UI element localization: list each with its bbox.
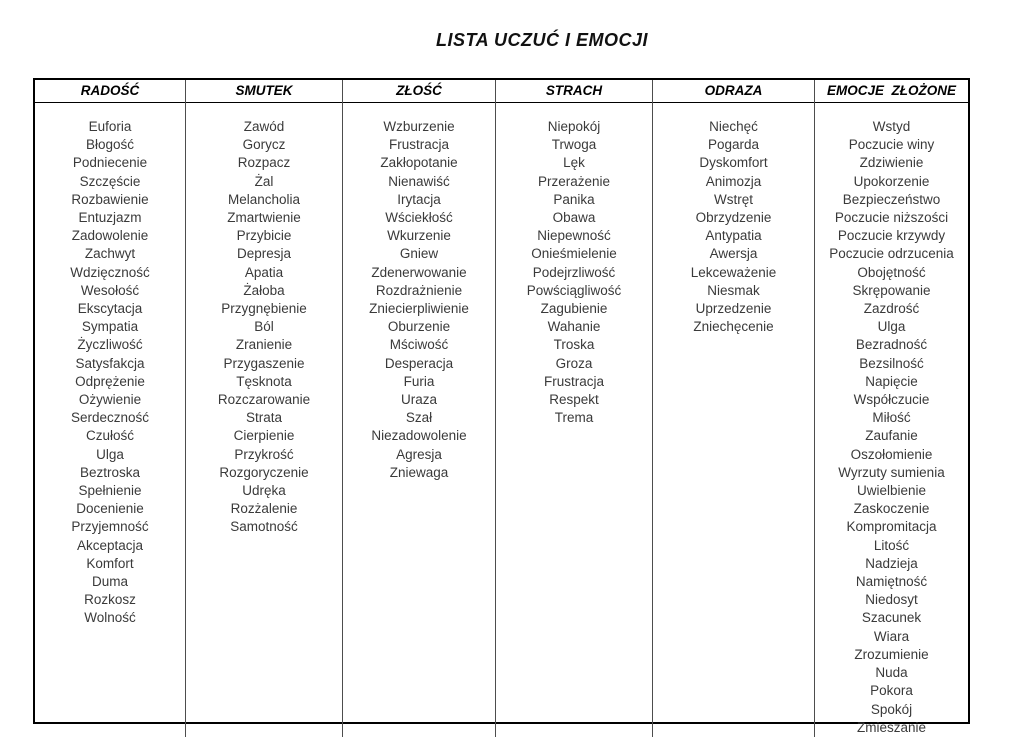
emotion-item: Życzliwość [77,337,143,353]
emotion-item: Oburzenie [387,319,451,335]
emotion-item: Frustracja [388,137,449,153]
emotion-item: Docenienie [76,501,144,517]
emotion-item: Pogarda [707,137,760,153]
emotion-item: Zachwyt [84,246,136,262]
emotion-item: Wiara [873,628,910,644]
emotion-item: Cierpienie [233,428,295,444]
emotion-item: Poczucie niższości [834,210,949,226]
emotion-item: Zaufanie [865,428,918,444]
emotion-item: Spokój [870,701,913,717]
emotion-item: Upokorzenie [853,173,930,189]
emotion-item: Awersja [709,246,758,262]
emotion-item: Beztroska [79,464,141,480]
emotion-item: Dyskomfort [699,155,768,171]
emotion-item: Gorycz [242,137,286,153]
emotion-item: Bezpieczeństwo [842,191,941,207]
emotion-item: Rozgoryczenie [219,464,309,480]
emotion-item: Irytacja [397,191,441,207]
emotion-column [495,80,652,737]
emotion-item: Powściągliwość [526,282,622,298]
emotion-item: Lekceważenie [690,264,777,280]
emotion-item: Obrzydzenie [695,210,772,226]
emotion-item: Rozpacz [237,155,291,171]
emotion-item: Żal [254,173,274,189]
emotion-item: Nienawiść [388,173,450,189]
emotion-item: Nadzieja [865,555,918,571]
emotion-item: Trema [554,410,594,426]
emotion-item: Wolność [84,610,136,626]
emotion-item: Nuda [875,665,908,681]
emotion-item: Ulga [96,446,124,462]
emotion-item: Zazdrość [863,301,920,317]
emotion-item: Lęk [563,155,585,171]
emotion-item: Podniecenie [72,155,148,171]
emotion-item: Respekt [549,392,599,408]
emotion-item: Przygaszenie [223,355,305,371]
emotion-item: Wesołość [80,282,140,298]
emotion-item: Zmieszanie [856,719,927,735]
emotion-item: Przygnębienie [221,301,307,317]
emotion-item: Komfort [86,555,134,571]
column-header: SMUTEK [186,80,342,103]
emotion-item: Melancholia [227,191,301,207]
emotion-item: Niechęć [709,119,758,134]
emotion-item: Zawód [243,119,285,134]
column-body [653,103,814,737]
emotion-item: Bezsilność [859,355,924,371]
emotion-item: Ulga [877,319,906,335]
column-header: RADOŚĆ [35,80,185,103]
column-body [815,103,968,737]
emotion-item: Ożywienie [78,392,142,408]
emotion-item: Uwielbienie [856,483,927,499]
emotion-item: Kompromitacja [846,519,937,535]
emotion-item: Euforia [88,119,132,134]
emotion-item: Pokora [870,683,913,699]
emotion-item: Szczęście [79,173,141,189]
emotion-item: Obawa [552,210,596,226]
emotion-column [185,80,342,737]
emotion-item: Entuzjazm [78,210,142,226]
column-header: ZŁOŚĆ [343,80,495,103]
emotion-item: Poczucie odrzucenia [829,246,954,262]
emotion-item: Satysfakcja [75,355,145,371]
emotion-item: Wahanie [547,319,601,335]
emotions-table [33,78,970,735]
emotion-item: Zaskoczenie [853,501,930,517]
emotion-item: Poczucie krzywdy [837,228,946,244]
emotion-item: Zagubienie [540,301,608,317]
emotion-item: Zadowolenie [71,228,149,244]
emotion-item: Napięcie [865,373,918,389]
emotion-item: Miłość [872,410,911,426]
emotion-item: Wstręt [714,191,753,207]
emotion-item: Samotność [230,519,298,535]
emotion-item: Namiętność [855,574,928,590]
emotion-item: Skrępowanie [852,282,931,298]
emotion-item: Troska [553,337,595,353]
emotion-item: Żałoba [243,282,285,298]
column-body [35,103,185,737]
emotion-column [814,80,968,737]
emotion-item: Furia [403,373,435,389]
emotion-item: Trwoga [551,137,597,153]
column-header: EMOCJE ZŁOŻONE [815,80,968,103]
emotion-item: Wkurzenie [387,228,451,244]
emotion-item: Rozdrażnienie [375,282,463,298]
emotion-column [652,80,814,737]
emotion-item: Gniew [399,246,439,262]
emotion-item: Uraza [400,392,437,408]
emotion-item: Sympatia [81,319,139,335]
emotion-item: Desperacja [384,355,454,371]
column-body [186,103,342,737]
emotion-item: Frustracja [543,373,604,389]
emotion-item: Współczucie [853,392,930,408]
emotion-item: Zniechęcenie [693,319,774,335]
emotion-item: Obojętność [857,264,926,280]
emotion-item: Serdeczność [70,410,150,426]
emotion-item: Podejrzliwość [532,264,616,280]
emotion-item: Rozkosz [84,592,136,608]
emotion-item: Szacunek [861,610,922,626]
emotion-item: Przerażenie [537,173,611,189]
emotion-item: Błogość [85,137,135,153]
emotion-item: Groza [555,355,593,371]
emotion-item: Zmartwienie [227,210,301,226]
emotion-item: Ból [254,319,274,335]
emotion-item: Mściwość [389,337,449,353]
emotion-item: Antypatia [705,228,762,244]
emotion-item: Zakłopotanie [380,155,458,171]
emotion-item: Wyrzuty sumienia [838,464,945,480]
emotion-item: Apatia [244,264,284,280]
emotion-item: Niepewność [537,228,611,244]
page-title: LISTA UCZUĆ I EMOCJI [436,30,648,50]
emotion-item: Zrozumienie [854,646,929,662]
emotion-item: Uprzedzenie [695,301,772,317]
emotion-item: Niedosyt [865,592,918,608]
emotion-column [35,80,185,737]
emotion-item: Wściekłość [385,210,453,226]
emotion-item: Udręka [242,483,286,499]
emotion-item: Animozja [705,173,762,189]
emotion-item: Oszołomienie [850,446,933,462]
emotion-item: Tęsknota [236,373,292,389]
emotion-item: Czułość [85,428,134,444]
emotion-item: Przyjemność [71,519,149,535]
emotion-item: Przykrość [234,446,294,462]
emotion-item: Odprężenie [75,373,145,389]
emotion-item: Niesmak [707,282,760,298]
emotion-item: Niepokój [547,119,601,134]
emotion-item: Zniewaga [389,464,449,480]
emotion-item: Litość [873,537,910,553]
emotion-item: Rozżalenie [230,501,298,517]
emotion-item: Wstyd [872,119,911,134]
emotion-item: Wzburzenie [383,119,455,134]
emotion-item: Duma [91,574,128,590]
emotion-item: Niezadowolenie [371,428,467,444]
emotion-item: Zniecierpliwienie [369,301,469,317]
column-body [343,103,495,737]
emotion-item: Panika [553,191,595,207]
emotion-item: Onieśmielenie [531,246,617,262]
emotion-item: Spełnienie [78,483,142,499]
emotion-item: Bezradność [855,337,928,353]
emotion-item: Akceptacja [76,537,144,553]
emotion-item: Rozbawienie [71,191,149,207]
column-header: ODRAZA [653,80,814,103]
emotion-item: Ekscytacja [77,301,143,317]
emotion-item: Szał [405,410,433,426]
emotion-item: Agresja [396,446,442,462]
column-body [496,103,652,737]
emotion-item: Depresja [236,246,292,262]
emotion-item: Poczucie winy [848,137,935,153]
emotion-item: Zranienie [235,337,293,353]
emotion-item: Zdenerwowanie [371,264,467,280]
column-header: STRACH [496,80,652,103]
emotion-item: Wdzięczność [70,264,150,280]
emotion-item: Rozczarowanie [217,392,311,408]
emotion-item: Przybicie [236,228,292,244]
emotion-item: Zdziwienie [859,155,924,171]
emotion-column [342,80,495,737]
emotion-item: Strata [245,410,283,426]
